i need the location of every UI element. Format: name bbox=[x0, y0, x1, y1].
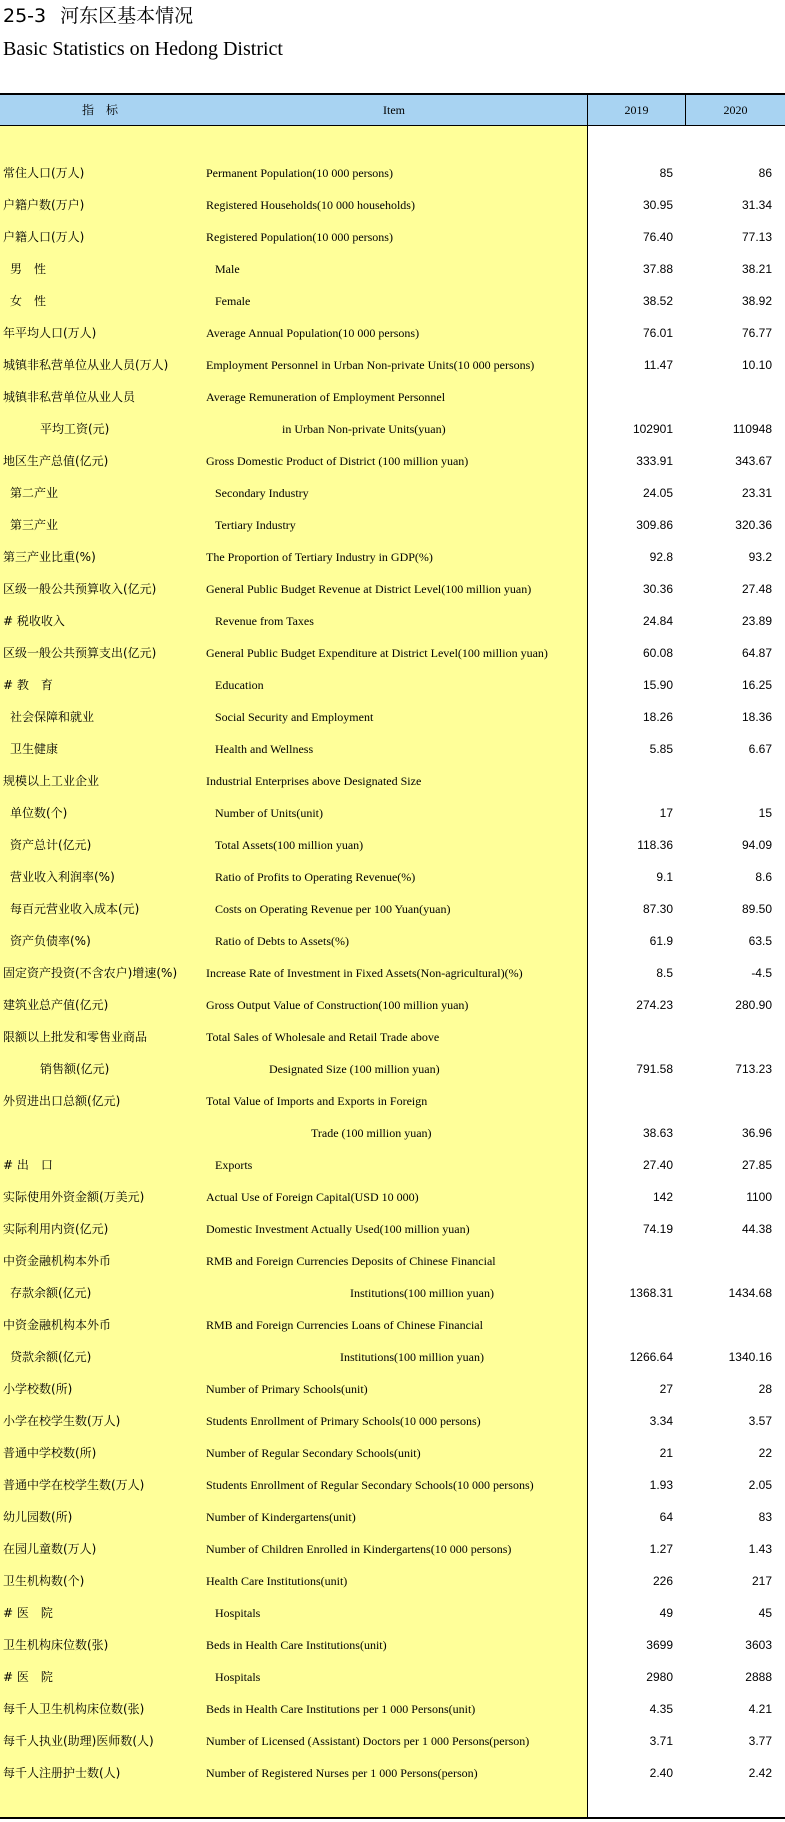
value-2020: 3603 bbox=[745, 1638, 772, 1652]
table-row bbox=[0, 669, 785, 701]
row-label: 每千人执业(助理)医师数(人) bbox=[3, 1734, 154, 1748]
row-label: 普通中学校数(所) bbox=[3, 1446, 97, 1460]
table-row bbox=[0, 573, 785, 605]
row-label: 每千人注册护士数(人) bbox=[3, 1766, 121, 1780]
row-item: Registered Population(10 000 persons) bbox=[206, 230, 393, 244]
value-2019: 2.40 bbox=[649, 1766, 673, 1780]
value-2020: 28 bbox=[758, 1382, 772, 1396]
row-item: Number of Units(unit) bbox=[215, 806, 323, 820]
row-label: 实际利用内资(亿元) bbox=[3, 1222, 109, 1236]
row-item: Gross Output Value of Construction(100 million yuan) bbox=[206, 998, 469, 1012]
row-item: Trade (100 million yuan) bbox=[311, 1126, 432, 1140]
header-2020: 2020 bbox=[723, 103, 748, 117]
row-item: Hospitals bbox=[215, 1606, 261, 1620]
value-2019: 1368.31 bbox=[629, 1286, 673, 1300]
row-label: 城镇非私营单位从业人员 bbox=[3, 390, 136, 404]
table-row bbox=[0, 925, 785, 957]
row-label: 贷款余额(亿元) bbox=[10, 1350, 92, 1364]
row-label: 小学校数(所) bbox=[3, 1382, 73, 1396]
table-row bbox=[0, 189, 785, 221]
row-label: 卫生机构数(个) bbox=[3, 1574, 85, 1588]
value-2020: 93.2 bbox=[748, 550, 772, 564]
row-label: 在园儿童数(万人) bbox=[3, 1542, 97, 1556]
value-2020: 94.09 bbox=[741, 838, 772, 852]
row-item: Number of Licensed (Assistant) Doctors per 1 000 Persons(person) bbox=[206, 1734, 530, 1748]
value-2020: -4.5 bbox=[751, 966, 772, 980]
value-2019: 24.05 bbox=[642, 486, 673, 500]
value-2019: 30.36 bbox=[642, 582, 673, 596]
value-2019: 142 bbox=[652, 1190, 673, 1204]
value-2019: 9.1 bbox=[656, 870, 673, 884]
table-row bbox=[0, 861, 785, 893]
value-2020: 320.36 bbox=[735, 518, 772, 532]
value-2019: 24.84 bbox=[642, 614, 673, 628]
value-2020: 1340.16 bbox=[728, 1350, 772, 1364]
row-item: Secondary Industry bbox=[215, 486, 309, 500]
value-2020: 8.6 bbox=[755, 870, 772, 884]
row-item: Beds in Health Care Institutions per 1 000 Persons(unit) bbox=[206, 1702, 476, 1716]
value-2020: 15 bbox=[758, 806, 772, 820]
value-2019: 8.5 bbox=[656, 966, 673, 980]
row-item: Number of Primary Schools(unit) bbox=[206, 1382, 368, 1396]
table-row bbox=[0, 1053, 785, 1085]
value-2019: 1.93 bbox=[649, 1478, 673, 1492]
value-2019: 3.71 bbox=[649, 1734, 673, 1748]
value-2020: 4.21 bbox=[748, 1702, 772, 1716]
table-row bbox=[0, 893, 785, 925]
value-2019: 61.9 bbox=[649, 934, 673, 948]
row-item: Designated Size (100 million yuan) bbox=[269, 1062, 440, 1076]
value-2020: 27.85 bbox=[741, 1158, 772, 1172]
row-label: 常住人口(万人) bbox=[3, 166, 85, 180]
value-2019: 791.58 bbox=[636, 1062, 673, 1076]
row-item: Health and Wellness bbox=[215, 742, 314, 756]
row-label: 限额以上批发和零售业商品 bbox=[3, 1030, 148, 1044]
value-2019: 15.90 bbox=[642, 678, 673, 692]
row-label: 户籍户数(万户) bbox=[3, 198, 85, 212]
table-row bbox=[0, 1245, 785, 1277]
value-2019: 27.40 bbox=[642, 1158, 673, 1172]
row-label: 销售额(亿元) bbox=[40, 1062, 110, 1076]
value-2020: 217 bbox=[751, 1574, 772, 1588]
row-label: # 税收收入 bbox=[3, 614, 65, 628]
row-item: Tertiary Industry bbox=[215, 518, 296, 532]
table-row bbox=[0, 157, 785, 189]
row-label: 建筑业总产值(亿元) bbox=[3, 998, 109, 1012]
table-row bbox=[0, 221, 785, 253]
value-2019: 118.36 bbox=[637, 838, 673, 852]
value-2020: 10.10 bbox=[741, 358, 772, 372]
row-label: 营业收入利润率(%) bbox=[10, 870, 115, 884]
row-label: 城镇非私营单位从业人员(万人) bbox=[3, 358, 169, 372]
value-2019: 333.91 bbox=[636, 454, 673, 468]
row-item: Registered Households(10 000 households) bbox=[206, 198, 415, 212]
row-item: Number of Children Enrolled in Kindergartens(10 000 persons) bbox=[206, 1542, 512, 1556]
table-row bbox=[0, 1181, 785, 1213]
row-item: Industrial Enterprises above Designated Size bbox=[206, 774, 422, 788]
table-row bbox=[0, 1725, 785, 1757]
value-2019: 17 bbox=[659, 806, 673, 820]
value-2020: 713.23 bbox=[735, 1062, 772, 1076]
value-2020: 86 bbox=[758, 166, 772, 180]
value-2019: 38.63 bbox=[642, 1126, 673, 1140]
row-label: 年平均人口(万人) bbox=[3, 326, 97, 340]
row-label: 存款余额(亿元) bbox=[10, 1286, 92, 1300]
row-label: 幼儿园数(所) bbox=[3, 1510, 73, 1524]
row-item: Number of Registered Nurses per 1 000 Persons(person) bbox=[206, 1766, 478, 1780]
row-label: 单位数(个) bbox=[10, 806, 68, 820]
value-2019: 60.08 bbox=[642, 646, 673, 660]
value-2020: 1100 bbox=[746, 1190, 772, 1204]
value-2019: 1.27 bbox=[649, 1542, 673, 1556]
value-2020: 2.42 bbox=[748, 1766, 772, 1780]
table-row bbox=[0, 637, 785, 669]
value-2020: 89.50 bbox=[741, 902, 772, 916]
row-item: Institutions(100 million yuan) bbox=[340, 1350, 484, 1364]
row-item: Employment Personnel in Urban Non-private Units(10 000 persons) bbox=[206, 358, 535, 372]
table-row bbox=[0, 605, 785, 637]
table-number: 25-3 bbox=[3, 5, 47, 27]
value-2020: 23.31 bbox=[741, 486, 772, 500]
value-2020: 22 bbox=[758, 1446, 772, 1460]
value-2020: 2.05 bbox=[748, 1478, 772, 1492]
value-2020: 3.77 bbox=[748, 1734, 772, 1748]
table-row bbox=[0, 477, 785, 509]
page-title-cn bbox=[3, 4, 193, 28]
row-item: The Proportion of Tertiary Industry in GDP(%) bbox=[206, 550, 433, 564]
table-header bbox=[0, 95, 785, 126]
table-row bbox=[0, 1405, 785, 1437]
row-item: Permanent Population(10 000 persons) bbox=[206, 166, 393, 180]
table-row bbox=[0, 509, 785, 541]
value-2019: 87.30 bbox=[642, 902, 673, 916]
value-2020: 18.36 bbox=[741, 710, 772, 724]
table-row bbox=[0, 253, 785, 285]
row-label: # 医 院 bbox=[3, 1670, 53, 1684]
value-2020: 1434.68 bbox=[728, 1286, 772, 1300]
table-row bbox=[0, 1085, 785, 1117]
row-label: 男 性 bbox=[10, 262, 47, 276]
row-item: RMB and Foreign Currencies Loans of Chinese Financial bbox=[206, 1318, 483, 1332]
row-label: 平均工资(元) bbox=[40, 422, 110, 436]
row-item: Exports bbox=[215, 1158, 253, 1172]
table-row bbox=[0, 1533, 785, 1565]
value-2019: 64 bbox=[659, 1510, 673, 1524]
row-label: 中资金融机构本外币 bbox=[3, 1254, 112, 1268]
row-item: in Urban Non-private Units(yuan) bbox=[282, 422, 446, 436]
table-row bbox=[0, 1213, 785, 1245]
row-item: Total Value of Imports and Exports in Foreign bbox=[206, 1094, 428, 1108]
value-2020: 27.48 bbox=[741, 582, 772, 596]
row-label: 卫生机构床位数(张) bbox=[3, 1638, 109, 1652]
row-label: 外贸进出口总额(亿元) bbox=[3, 1094, 121, 1108]
row-label: 资产总计(亿元) bbox=[10, 838, 92, 852]
value-2019: 102901 bbox=[632, 422, 673, 436]
row-label: 中资金融机构本外币 bbox=[3, 1318, 112, 1332]
row-item: Ratio of Profits to Operating Revenue(%) bbox=[215, 870, 416, 884]
row-item: Increase Rate of Investment in Fixed Assets(Non-agricultural)(%) bbox=[206, 966, 523, 980]
value-2019: 92.8 bbox=[649, 550, 673, 564]
row-label: 规模以上工业企业 bbox=[3, 774, 100, 788]
value-2020: 110948 bbox=[732, 422, 772, 436]
row-item: Social Security and Employment bbox=[215, 710, 374, 724]
value-2020: 16.25 bbox=[741, 678, 772, 692]
value-2019: 3.34 bbox=[649, 1414, 673, 1428]
value-2019: 1266.64 bbox=[629, 1350, 673, 1364]
row-item: General Public Budget Expenditure at District Level(100 million yuan) bbox=[206, 646, 548, 660]
table-row bbox=[0, 541, 785, 573]
row-label: 地区生产总值(亿元) bbox=[3, 454, 109, 468]
row-item: Education bbox=[215, 678, 264, 692]
row-label: 卫生健康 bbox=[10, 742, 59, 756]
row-item: Revenue from Taxes bbox=[215, 614, 314, 628]
value-2019: 3699 bbox=[646, 1638, 673, 1652]
value-2020: 2888 bbox=[745, 1670, 772, 1684]
value-2019: 274.23 bbox=[636, 998, 673, 1012]
value-2020: 3.57 bbox=[748, 1414, 772, 1428]
table-row bbox=[0, 1021, 785, 1053]
table-row bbox=[0, 1469, 785, 1501]
value-2019: 85 bbox=[659, 166, 673, 180]
value-2020: 343.67 bbox=[735, 454, 772, 468]
header-2019: 2019 bbox=[624, 103, 649, 117]
table-row bbox=[0, 1117, 785, 1149]
value-2020: 38.92 bbox=[741, 294, 772, 308]
row-label: # 教 育 bbox=[3, 678, 53, 692]
table-row bbox=[0, 349, 785, 381]
value-2020: 64.87 bbox=[741, 646, 772, 660]
table-row bbox=[0, 1277, 785, 1309]
table-row bbox=[0, 797, 785, 829]
table-row bbox=[0, 765, 785, 797]
value-2019: 2980 bbox=[646, 1670, 673, 1684]
table-row bbox=[0, 1661, 785, 1693]
table-row bbox=[0, 1309, 785, 1341]
value-2019: 76.40 bbox=[642, 230, 673, 244]
header-divider bbox=[685, 95, 686, 126]
table-row bbox=[0, 1341, 785, 1373]
value-2020: 280.90 bbox=[735, 998, 772, 1012]
table-row bbox=[0, 989, 785, 1021]
value-2020: 63.5 bbox=[748, 934, 772, 948]
value-2019: 4.35 bbox=[649, 1702, 673, 1716]
value-2020: 45 bbox=[758, 1606, 772, 1620]
row-label: 第三产业 bbox=[10, 518, 59, 532]
value-2020: 76.77 bbox=[741, 326, 772, 340]
value-2019: 30.95 bbox=[642, 198, 673, 212]
value-2020: 23.89 bbox=[741, 614, 772, 628]
row-item: Actual Use of Foreign Capital(USD 10 000) bbox=[206, 1190, 419, 1204]
row-item: Female bbox=[215, 294, 251, 308]
value-2019: 49 bbox=[659, 1606, 673, 1620]
row-label: 第三产业比重(%) bbox=[3, 550, 96, 564]
value-2019: 21 bbox=[659, 1446, 673, 1460]
page-title-en: Basic Statistics on Hedong District bbox=[3, 38, 283, 60]
table-body bbox=[0, 157, 785, 1789]
row-label: 普通中学在校学生数(万人) bbox=[3, 1478, 145, 1492]
row-item: Total Sales of Wholesale and Retail Trade above bbox=[206, 1030, 440, 1044]
row-item: Male bbox=[215, 262, 240, 276]
table-row bbox=[0, 1149, 785, 1181]
row-label: 区级一般公共预算收入(亿元) bbox=[3, 582, 157, 596]
table-row bbox=[0, 829, 785, 861]
row-label: 固定资产投资(不含农户)增速(%) bbox=[3, 966, 178, 980]
table-row bbox=[0, 957, 785, 989]
row-label: # 出 口 bbox=[3, 1158, 53, 1172]
row-item: Health Care Institutions(unit) bbox=[206, 1574, 348, 1588]
value-2019: 38.52 bbox=[642, 294, 673, 308]
value-2020: 83 bbox=[758, 1510, 772, 1524]
value-2019: 74.19 bbox=[642, 1222, 673, 1236]
row-label: # 医 院 bbox=[3, 1606, 53, 1620]
header-item: Item bbox=[383, 103, 405, 117]
value-2019: 76.01 bbox=[642, 326, 673, 340]
table-row bbox=[0, 1565, 785, 1597]
row-item: Average Annual Population(10 000 persons) bbox=[206, 326, 420, 340]
row-item: Ratio of Debts to Assets(%) bbox=[215, 934, 349, 948]
value-2019: 27 bbox=[659, 1382, 673, 1396]
value-2019: 37.88 bbox=[642, 262, 673, 276]
row-item: Beds in Health Care Institutions(unit) bbox=[206, 1638, 387, 1652]
table-row bbox=[0, 1437, 785, 1469]
table-row bbox=[0, 1597, 785, 1629]
value-2020: 77.13 bbox=[741, 230, 772, 244]
row-label: 女 性 bbox=[10, 294, 47, 308]
row-item: Number of Kindergartens(unit) bbox=[206, 1510, 356, 1524]
table-row bbox=[0, 381, 785, 413]
table-bottom-rule bbox=[0, 1817, 785, 1819]
table-row bbox=[0, 1757, 785, 1789]
value-2020: 6.67 bbox=[748, 742, 772, 756]
row-label: 户籍人口(万人) bbox=[3, 230, 85, 244]
value-2019: 18.26 bbox=[642, 710, 673, 724]
value-2020: 1.43 bbox=[748, 1542, 772, 1556]
row-item: RMB and Foreign Currencies Deposits of Chinese Financial bbox=[206, 1254, 496, 1268]
row-label: 资产负债率(%) bbox=[10, 934, 91, 948]
row-label: 小学在校学生数(万人) bbox=[3, 1414, 121, 1428]
row-label: 每百元营业收入成本(元) bbox=[10, 902, 140, 916]
row-label: 每千人卫生机构床位数(张) bbox=[3, 1702, 145, 1716]
table-row bbox=[0, 1373, 785, 1405]
row-item: Average Remuneration of Employment Personnel bbox=[206, 390, 446, 404]
table-row bbox=[0, 1693, 785, 1725]
row-label: 实际使用外资金额(万美元) bbox=[3, 1190, 145, 1204]
row-label: 区级一般公共预算支出(亿元) bbox=[3, 646, 157, 660]
header-label: 指 标 bbox=[81, 103, 118, 117]
value-2020: 36.96 bbox=[741, 1126, 772, 1140]
value-2019: 309.86 bbox=[636, 518, 673, 532]
row-item: Number of Regular Secondary Schools(unit) bbox=[206, 1446, 421, 1460]
table-row bbox=[0, 285, 785, 317]
value-2019: 226 bbox=[652, 1574, 673, 1588]
table-row bbox=[0, 733, 785, 765]
value-2019: 5.85 bbox=[649, 742, 673, 756]
value-2019: 11.47 bbox=[643, 358, 673, 372]
title-text-cn: 河东区基本情况 bbox=[60, 5, 194, 27]
table-row bbox=[0, 445, 785, 477]
row-item: Students Enrollment of Primary Schools(10 000 persons) bbox=[206, 1414, 481, 1428]
row-item: Gross Domestic Product of District (100 million yuan) bbox=[206, 454, 469, 468]
value-2020: 38.21 bbox=[741, 262, 772, 276]
table-row bbox=[0, 701, 785, 733]
table-row bbox=[0, 413, 785, 445]
row-item: Costs on Operating Revenue per 100 Yuan(yuan) bbox=[215, 902, 451, 916]
value-2020: 44.38 bbox=[741, 1222, 772, 1236]
row-item: Domestic Investment Actually Used(100 million yuan) bbox=[206, 1222, 470, 1236]
row-item: Students Enrollment of Regular Secondary Schools(10 000 persons) bbox=[206, 1478, 534, 1492]
table-row bbox=[0, 317, 785, 349]
value-2020: 31.34 bbox=[741, 198, 772, 212]
row-label: 社会保障和就业 bbox=[10, 710, 95, 724]
row-item: General Public Budget Revenue at District Level(100 million yuan) bbox=[206, 582, 532, 596]
row-item: Institutions(100 million yuan) bbox=[350, 1286, 494, 1300]
table-row bbox=[0, 1629, 785, 1661]
table-row bbox=[0, 1501, 785, 1533]
row-item: Total Assets(100 million yuan) bbox=[215, 838, 364, 852]
row-label: 第二产业 bbox=[10, 486, 59, 500]
row-item: Hospitals bbox=[215, 1670, 261, 1684]
